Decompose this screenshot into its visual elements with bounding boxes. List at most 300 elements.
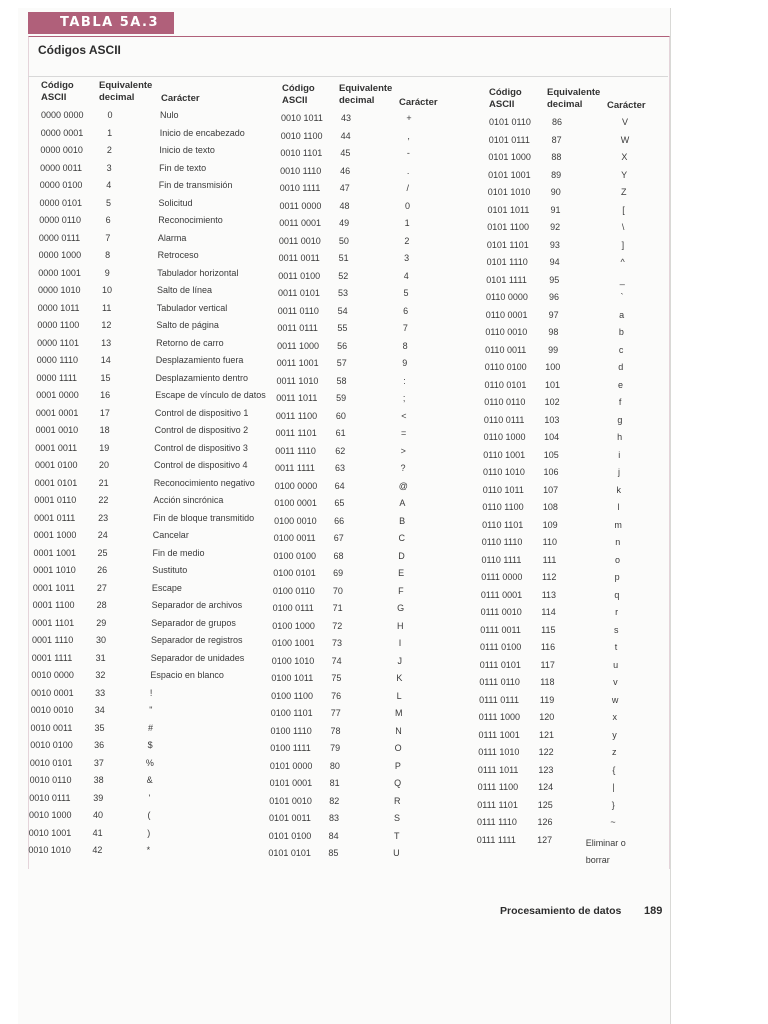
character: x: [612, 712, 618, 722]
character: b: [618, 327, 624, 337]
ascii-code: 0101 0001: [269, 778, 313, 788]
table-row: [0, 117, 768, 134]
character: Desplazamiento fuera: [155, 355, 244, 365]
ascii-code: 0101 0000: [269, 760, 313, 771]
character: T: [393, 830, 400, 841]
decimal-value: 89: [551, 169, 562, 180]
ascii-code: 0010 1101: [280, 148, 323, 158]
ascii-code: 0110 1110: [481, 537, 523, 547]
decimal-value: 120: [539, 712, 555, 722]
decimal-value: 115: [541, 624, 556, 635]
ascii-code: 0111 1000: [478, 712, 521, 722]
ascii-code: 0111 0101: [479, 659, 521, 670]
header-char-2: Carácter: [399, 97, 438, 108]
decimal-value: 72: [332, 620, 343, 631]
decimal-value: 37: [93, 757, 104, 768]
decimal-value: 94: [549, 257, 560, 267]
decimal-value: 83: [328, 813, 339, 823]
ascii-code: 0110 0010: [485, 327, 528, 337]
table-row: [0, 345, 768, 362]
character: {: [612, 764, 616, 775]
ascii-code: 0011 0011: [278, 253, 320, 263]
decimal-value: 56: [337, 340, 348, 351]
character: Salto de página: [156, 320, 219, 330]
ascii-code: 0000 0100: [39, 180, 83, 190]
ascii-code: 0001 0000: [36, 390, 79, 400]
character: n: [615, 537, 621, 547]
decimal-value: 50: [338, 235, 349, 246]
ascii-code: 0100 0111: [272, 603, 314, 613]
ascii-code: 0100 1100: [271, 690, 313, 701]
character: Cancelar: [152, 530, 189, 540]
decimal-value: 102: [544, 397, 560, 407]
character: 4: [403, 270, 409, 281]
ascii-code: 0100 1001: [272, 638, 315, 648]
ascii-code: 0100 1111: [270, 743, 311, 753]
character: =: [400, 428, 407, 438]
decimal-value: 126: [537, 817, 553, 827]
ascii-code: 0001 0110: [34, 495, 77, 505]
table-row: [0, 642, 768, 659]
character: /: [406, 183, 410, 193]
ascii-code: 0001 1011: [32, 582, 75, 593]
character: ^: [620, 257, 625, 267]
ascii-code: 0101 1101: [486, 239, 529, 250]
ascii-code: 0111 0000: [481, 572, 523, 582]
ascii-code: 0010 0101: [29, 757, 73, 768]
character: H: [397, 620, 404, 631]
table-row: [0, 362, 768, 379]
decimal-value: 74: [331, 655, 342, 666]
character: (: [147, 810, 151, 820]
character: S: [393, 813, 400, 823]
header-code-line1: Código: [282, 83, 315, 94]
ascii-code: 0100 0001: [274, 498, 317, 508]
table-row: [0, 467, 768, 484]
decimal-value: 26: [97, 565, 108, 575]
table-row: [0, 555, 768, 572]
character: |: [612, 782, 615, 792]
decimal-value: 113: [541, 589, 557, 600]
decimal-value: 65: [334, 498, 345, 508]
ascii-code: 0010 0111: [29, 792, 71, 803]
decimal-value: 42: [92, 845, 103, 855]
character: Retroceso: [157, 250, 199, 260]
decimal-value: 79: [330, 743, 341, 753]
decimal-value: 12: [101, 320, 112, 330]
ascii-code: 0110 0111: [483, 414, 525, 425]
decimal-value: 25: [97, 547, 108, 558]
decimal-value: 98: [548, 327, 559, 337]
ascii-code: 0000 1111: [36, 372, 78, 383]
table-label: TABLA 5A.3: [28, 12, 174, 34]
ascii-code: 0100 1110: [270, 725, 312, 736]
character: I: [398, 638, 402, 648]
decimal-value: 64: [334, 480, 345, 491]
ascii-code: 0100 0010: [274, 515, 317, 526]
ascii-code: 0001 1000: [33, 530, 77, 540]
character: Control de dispositivo 4: [154, 460, 248, 470]
character: W: [620, 134, 630, 145]
decimal-value: 7: [105, 232, 111, 243]
decimal-value: 24: [97, 530, 108, 540]
table-row: [0, 152, 768, 169]
character: Control de dispositivo 3: [154, 442, 248, 453]
table-row: [0, 380, 768, 397]
decimal-value: 123: [538, 764, 554, 775]
ascii-code: 0000 0010: [40, 145, 83, 155]
table-row: [0, 625, 768, 642]
ascii-code: 0100 0100: [273, 550, 317, 561]
decimal-value: 88: [551, 152, 562, 162]
ascii-code: 0111 0110: [479, 677, 520, 687]
ascii-code: 0111 1100: [477, 782, 519, 792]
character: s: [614, 624, 619, 635]
decimal-value: 9: [104, 267, 110, 278]
ascii-code: 0100 0101: [273, 568, 316, 578]
character: Y: [621, 169, 628, 180]
decimal-value: 35: [94, 722, 105, 733]
ascii-code: 0110 1001: [483, 449, 526, 460]
decimal-value: 108: [542, 502, 558, 512]
ascii-code: 0000 0000: [41, 110, 84, 120]
character: \: [621, 222, 625, 232]
ascii-code: 0110 0101: [484, 379, 527, 390]
character: F: [398, 585, 404, 596]
decimal-value: 99: [548, 344, 559, 355]
header-decimal-1: [99, 80, 152, 104]
character: m: [614, 519, 622, 530]
table-row: [0, 450, 768, 467]
table-row: [0, 187, 768, 204]
character: Reconocimiento negativo: [153, 477, 255, 488]
ascii-code: 0111 1110: [477, 817, 517, 827]
ascii-code: 0000 1000: [38, 250, 82, 260]
character: >: [400, 445, 406, 456]
ascii-code: 0100 0110: [272, 585, 315, 596]
ascii-code: 0000 1100: [37, 320, 80, 330]
decimal-value: 21: [98, 477, 109, 488]
character: j: [618, 467, 620, 477]
character: Fin de bloque transmitido: [153, 512, 255, 523]
character: Solicitud: [158, 197, 193, 208]
header-code-2: [282, 83, 315, 107]
decimal-value: 47: [339, 183, 350, 193]
character: [: [622, 204, 625, 215]
character: A: [399, 498, 406, 508]
character: ): [147, 827, 151, 838]
character: 5: [403, 288, 409, 298]
character: J: [397, 655, 402, 666]
page-number: 189: [644, 905, 663, 917]
table-row: [0, 292, 768, 309]
ascii-code: 0111 1010: [478, 747, 520, 757]
ascii-code: 0011 0111: [277, 323, 318, 333]
header-code-line1: Código: [41, 80, 74, 91]
ascii-code: 0101 0101: [268, 848, 311, 858]
table-row: [0, 800, 768, 817]
decimal-value: 67: [333, 533, 344, 543]
character: U: [393, 848, 400, 858]
decimal-value: 57: [336, 358, 347, 368]
decimal-value: 52: [338, 270, 349, 281]
character: Sustituto: [152, 565, 188, 575]
character: 9: [402, 358, 408, 368]
character: 3: [404, 253, 410, 263]
character: C: [398, 533, 406, 543]
character: Fin de medio: [152, 547, 205, 558]
character: Escape de vínculo de datos: [155, 390, 266, 400]
character: -: [406, 148, 410, 158]
ascii-code: 0000 0111: [38, 232, 81, 243]
decimal-value: 22: [98, 495, 109, 505]
decimal-value: 75: [331, 673, 342, 683]
character: M: [395, 708, 403, 718]
decimal-value: 106: [543, 467, 559, 477]
decimal-value: 112: [542, 572, 557, 582]
character: @: [398, 480, 408, 491]
ascii-code: 0111 1101: [477, 799, 518, 810]
character: *: [146, 845, 151, 855]
ascii-code: 0110 0110: [484, 397, 526, 407]
character: ]: [621, 239, 625, 250]
ascii-code: 0101 0110: [489, 117, 531, 127]
decimal-value: 6: [105, 215, 111, 225]
ascii-code: 0001 1110: [32, 635, 74, 645]
character: Acción sincrónica: [153, 495, 224, 505]
decimal-value: 107: [543, 484, 559, 495]
ascii-code: 0011 0010: [278, 235, 321, 246]
ascii-code: 0111 0010: [480, 607, 522, 617]
ascii-code: 0000 1001: [38, 267, 81, 278]
decimal-value: 29: [96, 617, 107, 628]
character: `: [620, 292, 624, 302]
ascii-code: 0000 0110: [39, 215, 82, 225]
decimal-value: 34: [94, 705, 105, 715]
character: Separador de grupos: [151, 617, 236, 628]
character: ': [148, 792, 151, 803]
decimal-value: 44: [340, 130, 351, 141]
decimal-value: 61: [335, 428, 346, 438]
decimal-value: 2: [106, 145, 112, 155]
decimal-value: 97: [548, 309, 559, 320]
decimal-value: 45: [340, 148, 351, 158]
table-row: [0, 695, 768, 712]
character: R: [394, 795, 401, 806]
ascii-code: 0000 1010: [38, 285, 81, 295]
character: y: [612, 729, 617, 740]
decimal-value: 16: [100, 390, 111, 400]
ascii-code: 0000 0101: [39, 197, 83, 208]
decimal-value: 39: [93, 792, 104, 803]
ascii-code: 0010 1100: [280, 130, 323, 141]
ascii-code: 0111 0111: [479, 694, 519, 705]
header-decimal-line2: decimal: [339, 95, 375, 106]
character: o: [614, 554, 620, 565]
ascii-code: 0011 1011: [276, 393, 318, 403]
ascii-code: 0001 1101: [32, 617, 75, 628]
decimal-value: 103: [544, 414, 560, 425]
header-char-1: Carácter: [161, 93, 200, 104]
decimal-value: 87: [551, 134, 562, 145]
character: .: [406, 165, 410, 176]
decimal-value: 95: [549, 274, 560, 285]
header-code-1: [41, 80, 74, 104]
decimal-value: 122: [538, 747, 554, 757]
ascii-code: 0010 1000: [29, 810, 72, 820]
character: :: [403, 375, 406, 386]
ascii-code: 0101 1110: [486, 257, 528, 267]
character: k: [616, 484, 621, 495]
decimal-value: 27: [96, 582, 107, 593]
table-row: [0, 660, 768, 677]
decimal-value: 117: [540, 659, 555, 670]
decimal-value: 91: [550, 204, 561, 215]
decimal-value: 125: [537, 799, 553, 810]
ascii-code: 0111 0001: [480, 589, 523, 600]
character: X: [621, 152, 628, 162]
character: O: [394, 743, 402, 753]
table-row: [0, 275, 768, 292]
ascii-code: 0111 1001: [478, 729, 520, 740]
ascii-code: 0101 0010: [269, 795, 312, 806]
decimal-value: 114: [541, 607, 556, 617]
ascii-code: 0001 1111: [31, 652, 73, 663]
character: 8: [402, 340, 408, 351]
decimal-value: 18: [99, 425, 110, 435]
ascii-code: 0110 0001: [485, 309, 528, 320]
decimal-value: 30: [95, 635, 106, 645]
character: f: [618, 397, 622, 407]
decimal-value: 86: [551, 117, 562, 127]
character: i: [618, 449, 621, 460]
decimal-value: 63: [334, 463, 345, 473]
table-row: [0, 537, 768, 554]
decimal-value: 36: [94, 740, 105, 750]
ascii-code: 0110 0100: [484, 362, 527, 372]
character: B: [399, 515, 406, 526]
table-row: [0, 520, 768, 537]
decimal-value: 51: [338, 253, 349, 263]
ascii-code: 0111 1111: [476, 834, 516, 845]
character: Q: [394, 778, 402, 788]
header-char-3: Carácter: [607, 100, 646, 111]
ascii-code: 0110 0000: [486, 292, 528, 302]
table-row: [0, 485, 768, 502]
decimal-value: 10: [101, 285, 112, 295]
character: $: [147, 740, 153, 750]
table-row: [0, 590, 768, 607]
decimal-value: 68: [333, 550, 344, 561]
decimal-value: 60: [335, 410, 346, 421]
ascii-code: 0011 0001: [279, 218, 322, 228]
ascii-code: 0101 1010: [487, 187, 531, 197]
ascii-code: 0010 0011: [30, 722, 73, 733]
character: ;: [402, 393, 406, 403]
decimal-value: 15: [100, 372, 111, 383]
character: q: [614, 589, 620, 600]
character: 1: [404, 218, 410, 228]
table-row: [0, 572, 768, 589]
decimal-value: 8: [105, 250, 111, 260]
character: _: [619, 274, 625, 285]
character: a: [619, 309, 625, 320]
table-row: [0, 310, 768, 327]
character: Separador de unidades: [150, 652, 245, 663]
character: Z: [621, 187, 627, 197]
decimal-value: 127: [537, 834, 553, 845]
decimal-value: 62: [335, 445, 346, 456]
decimal-value: 101: [544, 379, 561, 390]
character: #: [147, 722, 153, 733]
decimal-value: 14: [100, 355, 111, 365]
table-row: [0, 205, 768, 222]
table-row: [0, 240, 768, 257]
decimal-value: 71: [332, 603, 343, 613]
ascii-code: 0010 0010: [30, 705, 74, 715]
character: %: [145, 757, 154, 768]
ascii-code: 0011 1110: [275, 445, 316, 456]
character: 2: [404, 235, 410, 246]
character: Inicio de texto: [159, 145, 215, 155]
decimal-value: 104: [544, 432, 560, 442]
character: Nulo: [160, 110, 179, 120]
decimal-value: 53: [337, 288, 348, 298]
ascii-code: 0011 0100: [278, 270, 321, 281]
character: Fin de texto: [159, 162, 207, 173]
table-row: [0, 747, 768, 764]
ascii-code: 0111 1011: [477, 764, 519, 775]
ascii-code: 0010 0001: [31, 687, 74, 698]
decimal-value: 93: [549, 239, 560, 250]
character: K: [396, 673, 403, 683]
table-row: [0, 782, 768, 799]
title-divider: [28, 76, 668, 77]
decimal-value: 105: [543, 449, 559, 460]
decimal-value: 49: [339, 218, 350, 228]
decimal-value: 28: [96, 600, 107, 610]
decimal-value: 100: [545, 362, 561, 372]
character: Desplazamiento dentro: [155, 372, 249, 383]
ascii-code: 0001 0001: [35, 407, 79, 418]
table-row: [0, 415, 768, 432]
table-row: [0, 327, 768, 344]
character: Separador de archivos: [151, 600, 243, 610]
header-decimal-line1: Equivalente: [99, 80, 153, 91]
decimal-value: 80: [329, 760, 340, 771]
decimal-value: 4: [106, 180, 112, 190]
character: Salto de línea: [157, 285, 213, 295]
decimal-value: 73: [331, 638, 342, 648]
table-row: [0, 765, 768, 782]
ascii-code: 0010 1001: [28, 827, 72, 838]
character: Reconocimiento: [158, 215, 223, 225]
character: ": [149, 705, 153, 715]
character: g: [617, 414, 623, 425]
ascii-code: 0101 1000: [488, 152, 531, 162]
ascii-code: 0110 0011: [485, 344, 527, 355]
decimal-value: 119: [539, 694, 555, 705]
character: Eliminar o borrar: [585, 837, 626, 865]
character: !: [149, 687, 153, 698]
decimal-value: 90: [550, 187, 561, 197]
character: E: [398, 568, 405, 578]
character: Control de dispositivo 1: [154, 407, 249, 418]
ascii-code: 0011 1101: [275, 428, 317, 438]
character: 7: [402, 323, 408, 333]
character: 0: [404, 200, 410, 211]
ascii-code: 0100 1011: [271, 673, 314, 683]
